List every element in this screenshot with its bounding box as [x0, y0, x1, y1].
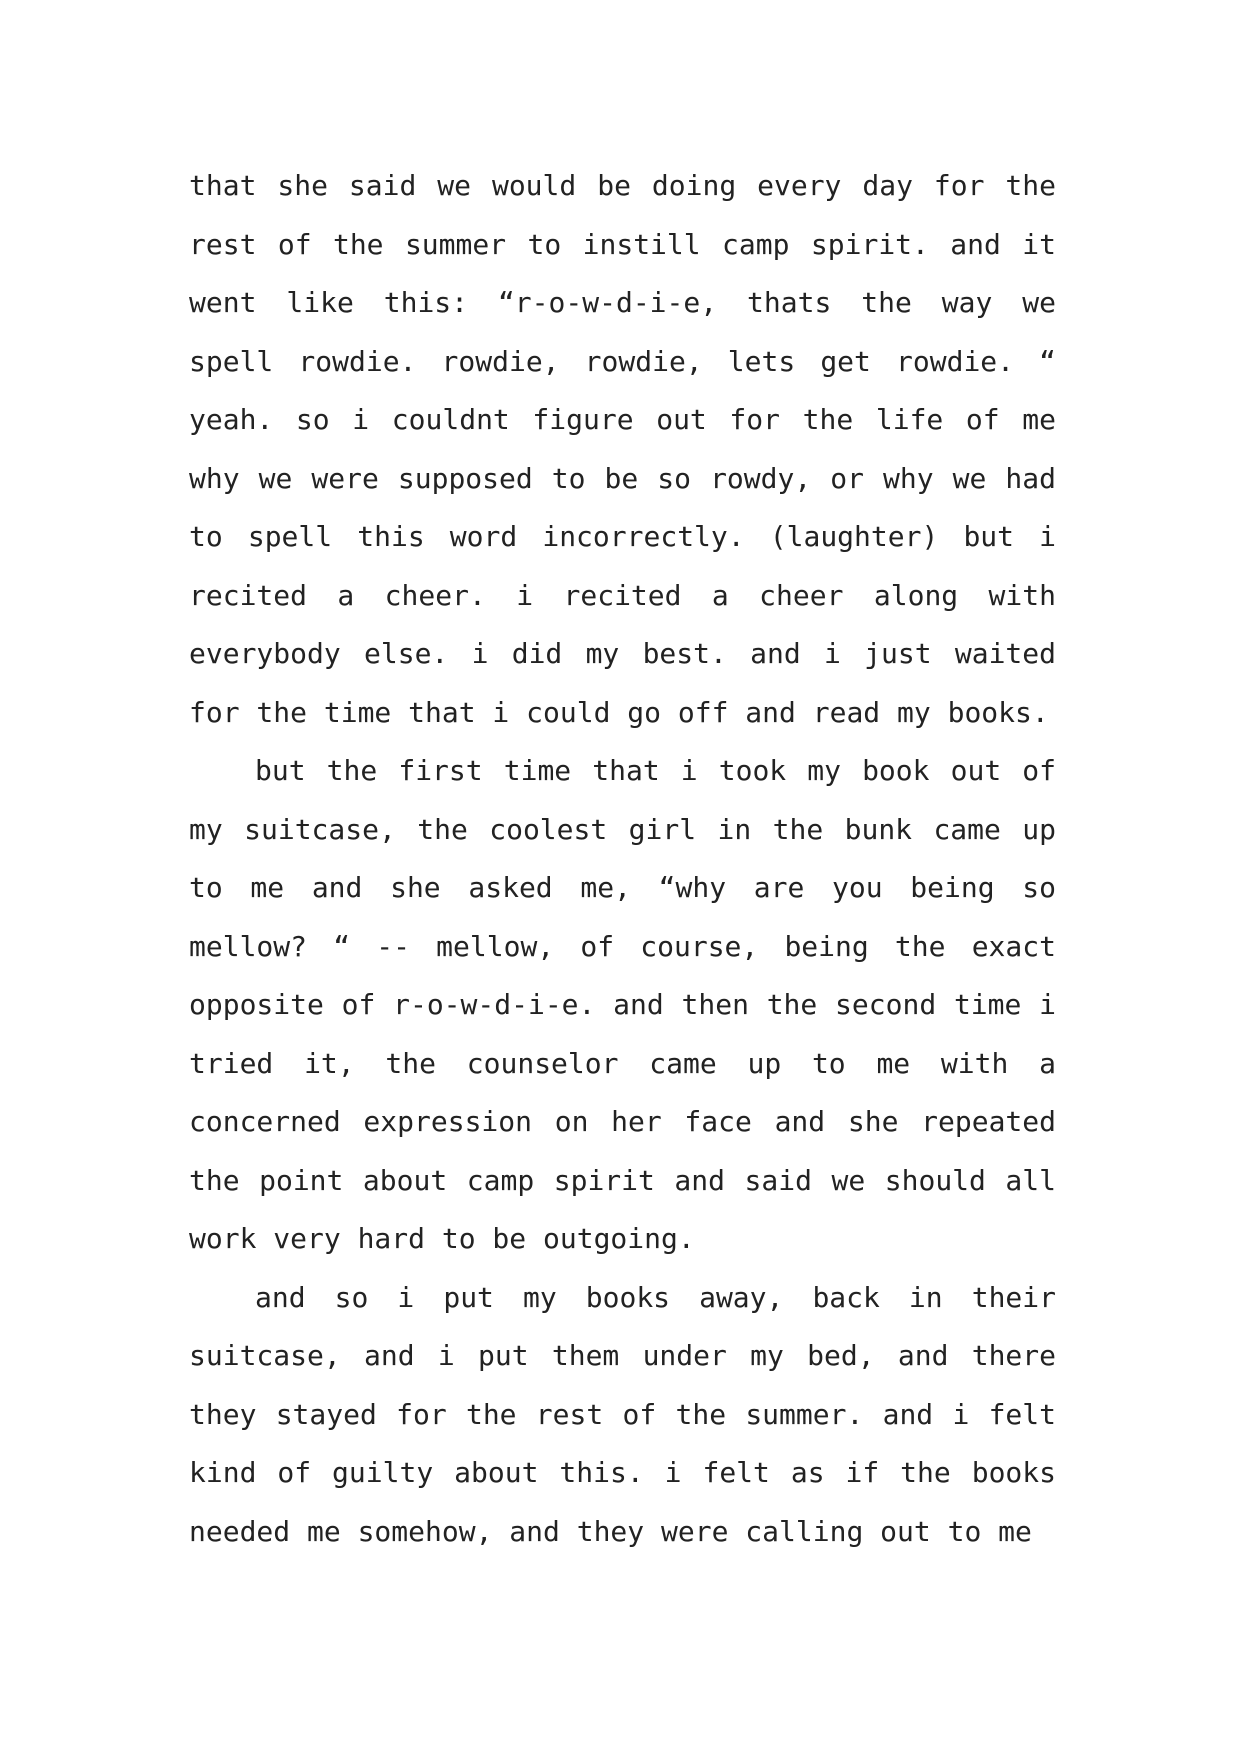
paragraph-1: that she said we would be doing every day for the rest of the summer to instill camp spirit. and it went like this: “r-o-w-d-i-e, thats the way we spell rowdie. rowdie, rowdie, lets get rowdie. “ yeah. so i couldnt figure out for the life of me why we were supposed to be so rowdy, or why we had to spell this word incorrectly. (laughter) but i recited a cheer. i recited a cheer along with everybody else. i did my best. and i just waited for the time that i could go off and read my books. [189, 169, 1056, 729]
body-text [189, 157, 1056, 1561]
paragraph-2: but the first time that i took my book out of my suitcase, the coolest girl in the bunk came up to me and she asked me, “why are you being so mellow? “ -- mellow, of course, being the exact opposite of r-o-w-d-i-e. and then the second time i tried it, the counselor came up to me with a concerned expression on her face and she repeated the point about camp spirit and said we should all work very hard to be outgoing. [189, 754, 1056, 1255]
paragraph-3: and so i put my books away, back in their suitcase, and i put them under my bed, and there they stayed for the rest of the summer. and i felt kind of guilty about this. i felt as if the books needed me somehow, and they were calling out to me [189, 1280, 1056, 1548]
